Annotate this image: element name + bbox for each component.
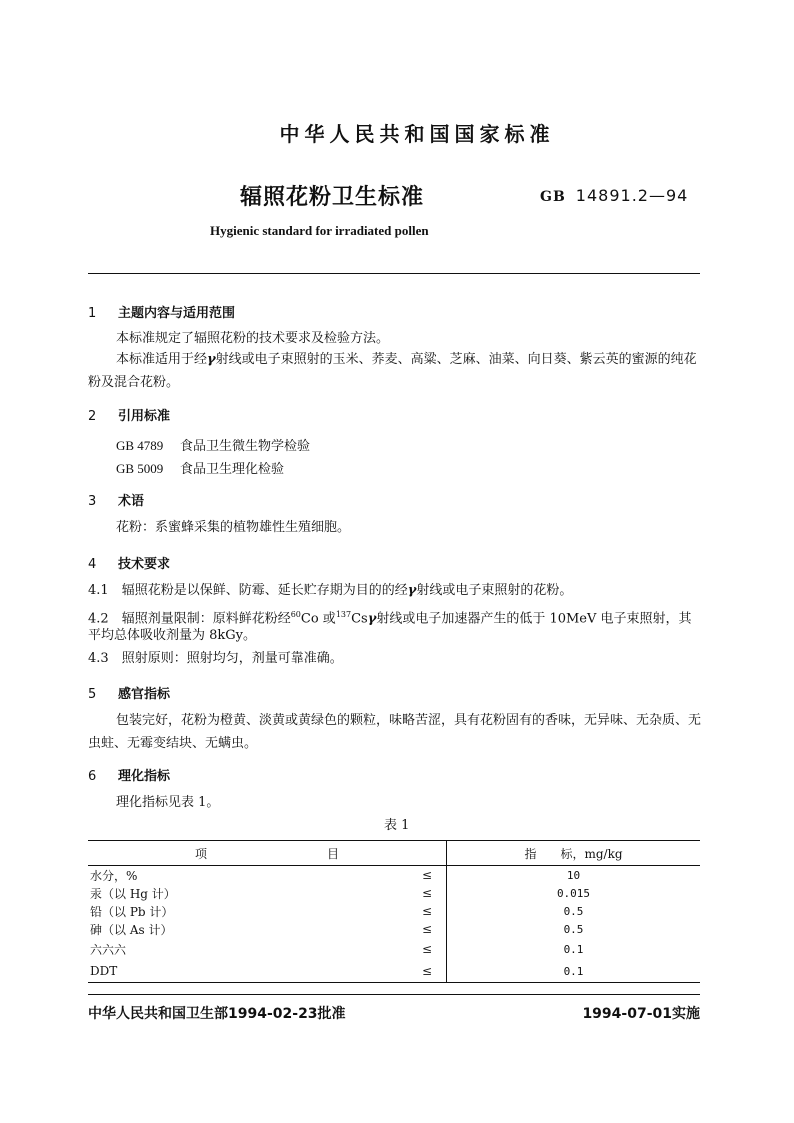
table-row: DDT ≤ 0.1: [88, 960, 700, 983]
clause-4-2: 4.2 辐照剂量限制：原料鲜花粉经$^{60}$Co 或$^{137}$Csγ射线或电子加速器产生的低于 10MeV 电子束照射，其: [88, 610, 692, 627]
section-5-heading: 5 感官指标: [88, 687, 171, 702]
section-6-paragraph: 理化指标见表 1。: [116, 795, 220, 810]
section-4-heading: 4 技术要求: [88, 557, 171, 572]
section-1-heading: 1 主题内容与适用范围: [88, 306, 236, 321]
standard-prefix: GB: [540, 189, 566, 205]
reference-item: GB 4789 食品卫生微生物学检验: [116, 438, 311, 454]
column-header-value: 指 标，mg/kg: [447, 841, 701, 866]
table-row: 水分，% ≤ 10: [88, 866, 700, 885]
footer-rule: [88, 994, 700, 995]
table-row: 六六六 ≤ 0.1: [88, 938, 700, 960]
section-6-heading: 6 理化指标: [88, 769, 171, 784]
section-5-paragraph: 包装完好，花粉为橙黄、淡黄或黄绿色的颗粒，味略苦涩，具有花粉固有的香味，无异味、无杂质、无: [116, 713, 702, 728]
table-1: [88, 840, 700, 983]
section-5-paragraph-cont: 虫蛀、无霉变结块、无螨虫。: [88, 736, 258, 751]
clause-4-3: 4.3 照射原则：照射均匀，剂量可靠准确。: [88, 651, 343, 666]
clause-4-2-cont: 平均总体吸收剂量为 8kGy。: [88, 628, 257, 643]
english-title: Hygienic standard for irradiated pollen: [210, 223, 429, 238]
table-row: 铅（以 Pb 计） ≤ 0.5: [90, 904, 584, 919]
section-1-paragraph-1: 本标准规定了辐照花粉的技术要求及检验方法。: [116, 331, 390, 346]
column-header-item: 项 目: [88, 841, 447, 866]
standard-number: 14891.2—94: [575, 186, 689, 205]
section-1-paragraph-2-cont: 粉及混合花粉。: [88, 375, 180, 390]
approval-line: 中华人民共和国卫生部1994-02-23批准: [88, 1006, 346, 1022]
section-3-heading: 3 术语: [88, 494, 145, 509]
section-1-paragraph-2: 本标准适用于经γ射线或电子束照射的玉米、荞麦、高粱、芝麻、油菜、向日葵、紫云英的蜜源的纯花: [116, 352, 697, 367]
gamma-symbol: γ: [407, 583, 417, 598]
table-row: 汞（以 Hg 计） ≤ 0.015: [90, 886, 591, 901]
standard-code: [540, 186, 688, 205]
table-caption: 表 1: [384, 818, 410, 833]
reference-item: GB 5009 食品卫生理化检验: [116, 461, 285, 477]
clause-4-1: 4.1 辐照花粉是以保鲜、防霉、延长贮存期为目的的经γ射线或电子束照射的花粉。: [88, 583, 573, 598]
gamma-symbol: γ: [207, 352, 216, 367]
effective-date: 1994-07-01实施: [582, 1006, 700, 1022]
section-3-paragraph: 花粉：系蜜蜂采集的植物雄性生殖细胞。: [116, 520, 351, 535]
national-standard-title: 中华人民共和国国家标准: [279, 122, 555, 146]
table-row: 砷（以 As 计） ≤ 0.5: [90, 922, 584, 937]
document-title: 辐照花粉卫生标准: [240, 185, 425, 210]
gamma-symbol: γ: [367, 611, 377, 627]
header-rule: [88, 273, 700, 274]
section-2-heading: 2 引用标准: [88, 409, 171, 424]
